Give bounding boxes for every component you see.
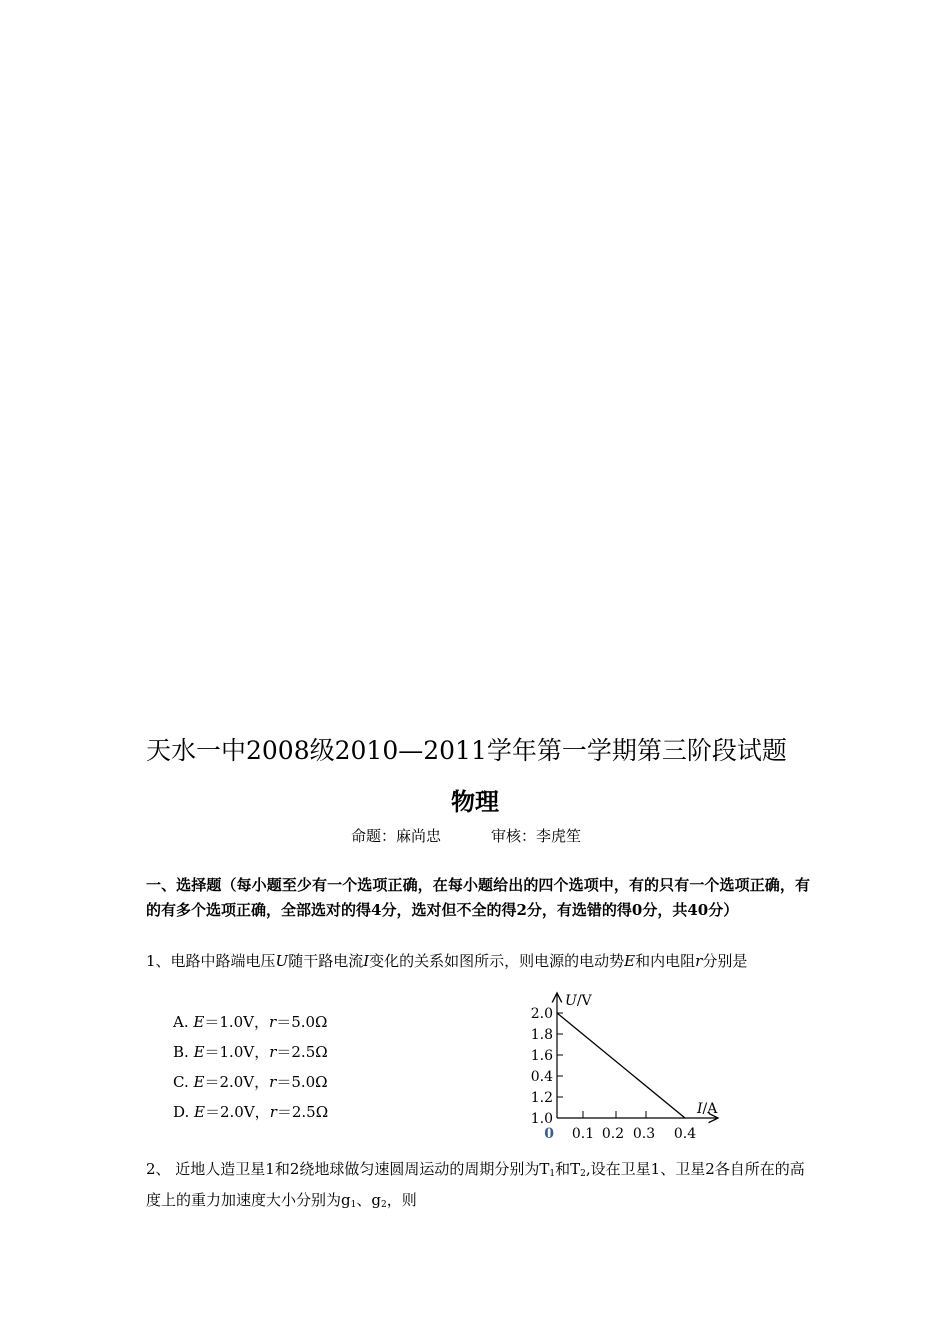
q2-text: 和T: [555, 1160, 581, 1178]
q1-var-i: I: [363, 952, 370, 970]
q1-text: 变化的关系如图所示，则电源的电动势: [369, 952, 625, 970]
option-c: C. E＝2.0V，r＝5.0Ω: [173, 1073, 328, 1091]
origin-label: 0: [544, 1126, 554, 1142]
y-tick-label: 0.4: [530, 1069, 553, 1085]
u-i-graph: [520, 985, 730, 1145]
y-axis-label: U/V: [565, 993, 592, 1009]
y-tick-label: 1.2: [530, 1090, 553, 1106]
y-tick-label: 1.8: [530, 1027, 553, 1043]
q2-text: ，则: [386, 1191, 417, 1209]
q2-sub: 2: [380, 1200, 387, 1210]
q2-text: ,设在卫星1、卫星2各自所在的高度上的重力加速度大小分别为g: [146, 1160, 805, 1209]
q1-text: 和内电阻: [635, 952, 696, 970]
x-tick-label: 0.2: [601, 1126, 625, 1142]
y-tick-label: 1.6: [530, 1048, 553, 1064]
author-line: [351, 825, 581, 846]
section-heading: 一、选择题（每小题至少有一个选项正确，在每小题给出的四个选项中，有的只有一个选项正确，有的有多个选项正确，全部选对的得4分，选对但不全的得2分，有选错的得0分，共40分）: [146, 876, 810, 919]
q2-sub: 1: [350, 1200, 357, 1210]
x-tick-label: 0.1: [571, 1126, 595, 1142]
q2-sub: 2: [580, 1169, 586, 1179]
x-tick-label: 0.3: [632, 1126, 656, 1142]
q1-text: 1、电路中路端电压: [146, 952, 276, 970]
reviewer-label: 审核：李虎笙: [491, 827, 582, 845]
option-b: B. E＝1.0V，r＝2.5Ω: [173, 1043, 328, 1061]
q1-var-u: U: [275, 952, 289, 970]
q1-text: 分别是: [702, 952, 748, 970]
y-tick-label: 2.0: [530, 1006, 553, 1022]
q2-sub: 1: [549, 1169, 556, 1179]
x-tick-label: 0.4: [673, 1126, 697, 1142]
option-d: D. E＝2.0V，r＝2.5Ω: [173, 1103, 329, 1121]
data-line-u-vs-i: [557, 1013, 685, 1118]
question-2-stem: [146, 1156, 810, 1218]
q1-text: 随干路电流: [288, 952, 364, 970]
q2-text: 、g: [356, 1191, 381, 1209]
subject-title: 物理: [451, 787, 499, 816]
exam-title: 天水一中2008级2010—2011学年第一学期第三阶段试题: [146, 736, 787, 765]
q1-var-r: r: [695, 952, 703, 970]
x-axis-label: I/A: [697, 1101, 718, 1117]
q1-var-e: E: [624, 952, 636, 970]
option-a: A. E＝1.0V，r＝5.0Ω: [173, 1013, 328, 1031]
question-1-stem: [146, 946, 810, 977]
author-label: 命题：麻尚忠: [351, 827, 442, 845]
q2-text: 2、 近地人造卫星1和2绕地球做匀速圆周运动的周期分别为T: [146, 1160, 550, 1178]
y-tick-label: 1.0: [530, 1111, 553, 1127]
